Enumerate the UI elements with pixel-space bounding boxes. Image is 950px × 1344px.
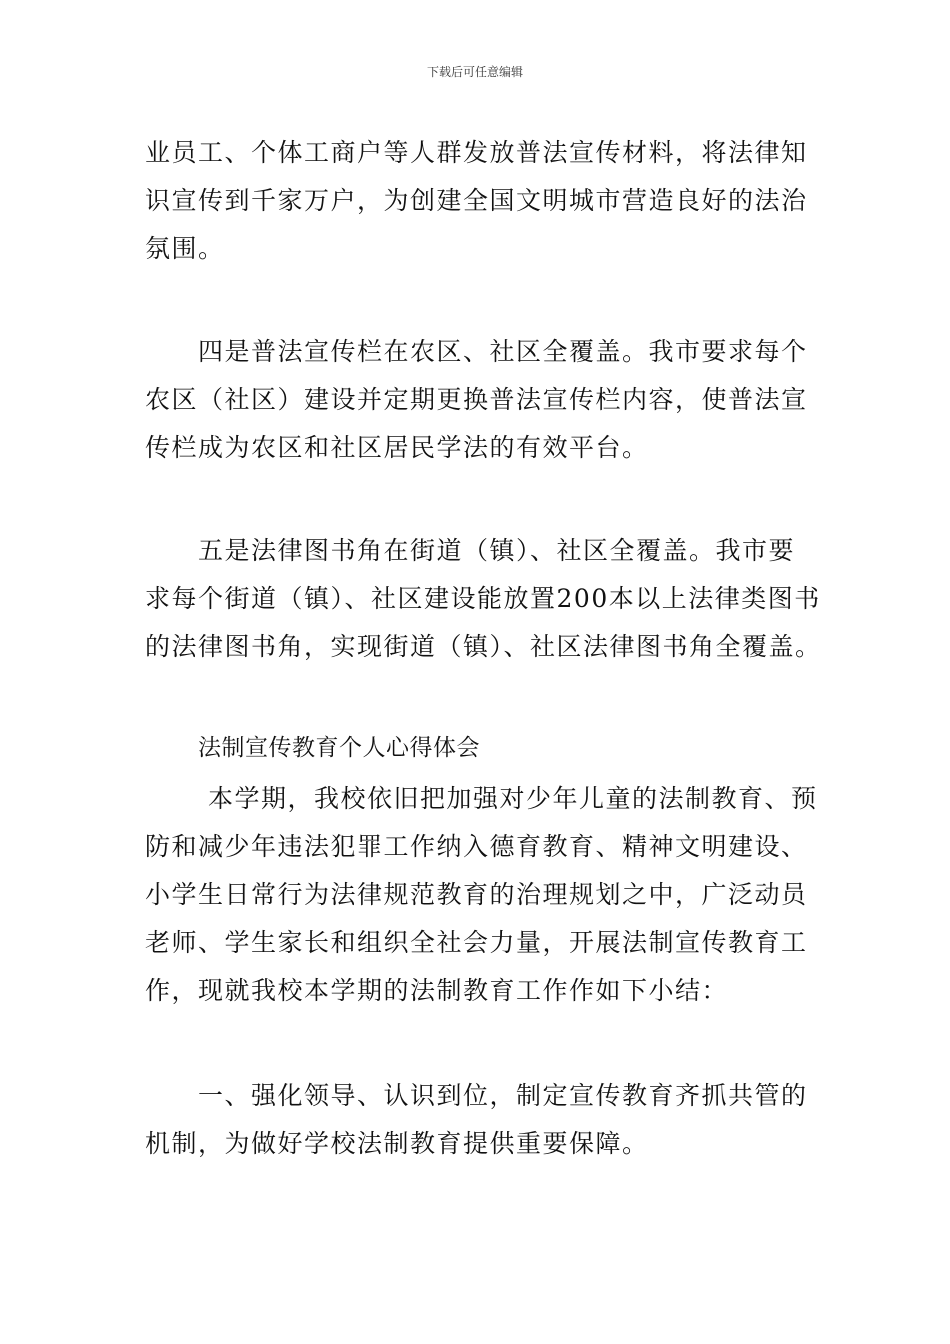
paragraph-line: 氛围。	[145, 234, 225, 263]
paragraph-line: 的法律图书角，实现街道（镇）、社区法律图书角全覆盖。	[145, 632, 822, 661]
paragraph-line: 四是普法宣传栏在农区、社区全覆盖。我市要求每个	[198, 337, 808, 366]
section-heading: 法制宣传教育个人心得体会	[198, 735, 480, 761]
paragraph-line: 传栏成为农区和社区居民学法的有效平台。	[145, 433, 649, 462]
page-header: 下载后可任意编辑	[426, 65, 523, 79]
paragraph-line: 机制，为做好学校法制教育提供重要保障。	[145, 1129, 649, 1158]
paragraph-line: 农区（社区）建设并定期更换普法宣传栏内容，使普法宣	[145, 385, 808, 414]
paragraph-line: 业员工、个体工商户等人群发放普法宣传材料，将法律知	[145, 138, 808, 167]
paragraph-line: 本学期，我校依旧把加强对少年儿童的法制教育、预	[208, 784, 818, 813]
paragraph-line: 一、强化领导、认识到位，制定宣传教育齐抓共管的	[198, 1081, 808, 1110]
paragraph-line: 识宣传到千家万户，为创建全国文明城市营造良好的法治	[145, 186, 808, 215]
paragraph-line: 防和减少年违法犯罪工作纳入德育教育、精神文明建设、	[145, 832, 808, 861]
paragraph-line: 求每个街道（镇）、社区建设能放置200本以上法律类图书	[145, 584, 821, 613]
paragraph-line: 小学生日常行为法律规范教育的治理规划之中，广泛动员	[145, 880, 808, 909]
paragraph-line: 老师、学生家长和组织全社会力量，开展法制宣传教育工	[145, 928, 808, 957]
paragraph-line: 五是法律图书角在街道（镇）、社区全覆盖。我市要	[198, 536, 796, 565]
paragraph-line: 作，现就我校本学期的法制教育工作作如下小结：	[145, 976, 729, 1005]
